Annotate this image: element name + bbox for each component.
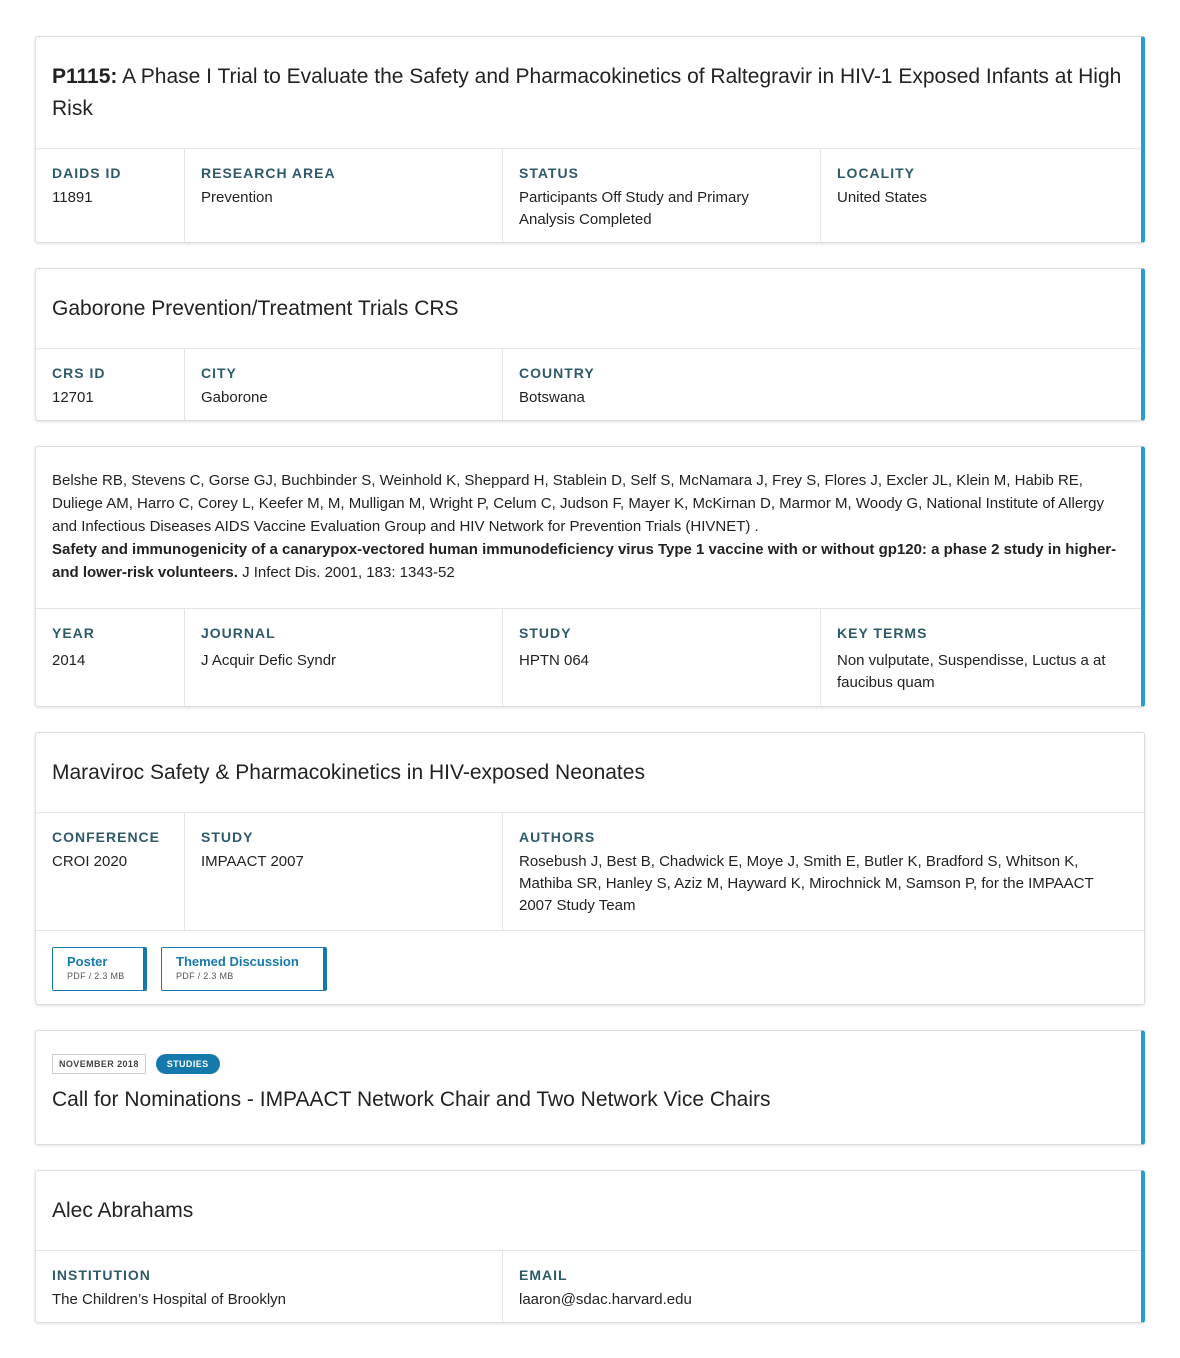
field-label: KEY TERMS (837, 625, 928, 641)
field-value: United States (837, 189, 928, 206)
field-label: YEAR (52, 625, 95, 641)
field-label: INSTITUTION (52, 1267, 151, 1283)
field-label: CITY (201, 365, 237, 381)
poster-download-button[interactable] (52, 947, 147, 991)
field-value: Rosebush J, Best B, Chadwick E, Moye J, Smith E, Butler K, Bradford S, Whitson K, Mathiba SR, Hanley S, Aziz M, Hayward K, Mirochnick M, Samson P, for the IMPAACT 2007 Study Team (519, 853, 1094, 914)
publication-citation (36, 447, 1141, 609)
field-label: STATUS (519, 165, 579, 181)
news-category-badge[interactable]: STUDIES (156, 1054, 220, 1074)
field-city (185, 349, 503, 421)
field-study (503, 609, 821, 707)
field-country (503, 349, 1141, 421)
field-label: STUDY (201, 829, 254, 845)
publication-title[interactable]: Safety and immunogenicity of a canarypox-vectored human immunodeficiency virus Type 1 vaccine with or without gp120: a phase 2 study in higher- and lower-risk volunteers. (52, 541, 1117, 581)
field-research-area (185, 149, 503, 243)
downloads (36, 930, 1144, 1005)
field-value: IMPAACT 2007 (201, 853, 304, 870)
site-title[interactable]: Gaborone Prevention/Treatment Trials CRS (52, 296, 459, 320)
field-label: CONFERENCE (52, 829, 161, 845)
field-label: EMAIL (519, 1267, 568, 1283)
trial-header (36, 37, 1141, 149)
publication-fields (36, 609, 1141, 707)
field-label: JOURNAL (201, 625, 276, 641)
field-value: HPTN 064 (519, 652, 590, 669)
field-label: COUNTRY (519, 365, 595, 381)
field-study (185, 813, 503, 930)
presentation-card[interactable] (35, 732, 1145, 1005)
field-value: 11891 (52, 189, 93, 206)
trial-title[interactable] (52, 61, 1125, 125)
trial-card[interactable] (35, 36, 1145, 243)
field-year (36, 609, 185, 707)
field-label: STUDY (519, 625, 572, 641)
field-value: 12701 (52, 389, 94, 406)
field-label: AUTHORS (519, 829, 596, 845)
field-value: Gaborone (201, 389, 268, 406)
download-title: Themed Discussion (176, 954, 299, 969)
person-card[interactable] (35, 1170, 1145, 1323)
field-label: CRS ID (52, 365, 106, 381)
field-value: 2014 (52, 652, 86, 669)
field-conference (36, 813, 185, 930)
field-value: Non vulputate, Suspendisse, Luctus a at faucibus quam (837, 652, 1106, 691)
download-meta: PDF / 2.3 MB (67, 971, 125, 981)
publication-authors: Belshe RB, Stevens C, Gorse GJ, Buchbinder S, Weinhold K, Sheppard H, Stablein D, Self S, McNamara J, Frey S, Flores J, Excler JL, Klein M, Habib RE, Duliege AM, Harro C, Corey L, Keefer M, M, Mulligan M, Wright P, Celum C, Judson F, Mayer K, McKirnan D, Marmor M, Woody G, National Institute of Allergy and Infectious Diseases AIDS Vaccine Evaluation Group and HIV Network for Prevention Trials (HIVNET) . (52, 472, 1105, 535)
news-tags (36, 1031, 1141, 1074)
field-crs-id (36, 349, 185, 421)
field-value: CROI 2020 (52, 853, 128, 870)
trial-code: P1115: (52, 64, 118, 88)
site-fields (36, 349, 1141, 421)
presentation-header (36, 733, 1144, 813)
news-card[interactable] (35, 1030, 1145, 1145)
field-key-terms (821, 609, 1141, 707)
person-header (36, 1171, 1141, 1251)
trial-fields (36, 149, 1141, 243)
publication-card[interactable] (35, 446, 1145, 707)
field-label: DAIDS ID (52, 165, 122, 181)
themed-discussion-download-button[interactable] (161, 947, 327, 991)
field-label: LOCALITY (837, 165, 915, 181)
person-name[interactable]: Alec Abrahams (52, 1198, 194, 1222)
field-value: Prevention (201, 189, 273, 206)
field-locality (821, 149, 1141, 243)
field-value: Botswana (519, 389, 585, 406)
site-header (36, 269, 1141, 349)
field-email (503, 1251, 1141, 1323)
download-title: Poster (67, 954, 108, 969)
field-value: Participants Off Study and Primary Analysis Completed (519, 189, 749, 228)
field-authors (503, 813, 1144, 930)
field-value: The Children’s Hospital of Brooklyn (52, 1291, 287, 1308)
field-status (503, 149, 821, 243)
field-journal (185, 609, 503, 707)
field-value: J Acquir Defic Syndr (201, 652, 337, 669)
person-fields (36, 1251, 1141, 1323)
field-label: RESEARCH AREA (201, 165, 336, 181)
trial-title-text: A Phase I Trial to Evaluate the Safety and Pharmacokinetics of Raltegravir in HIV-1 Exposed Infants at High Risk (52, 64, 1122, 120)
field-daids-id (36, 149, 185, 243)
news-title[interactable]: Call for Nominations - IMPAACT Network Chair and Two Network Vice Chairs (52, 1088, 771, 1111)
presentation-title[interactable]: Maraviroc Safety & Pharmacokinetics in HIV-exposed Neonates (52, 760, 645, 784)
download-meta: PDF / 2.3 MB (176, 971, 234, 981)
publication-source: J Infect Dis. 2001, 183: 1343-52 (242, 564, 455, 581)
site-card[interactable] (35, 268, 1145, 421)
email-link[interactable]: laaron@sdac.harvard.edu (519, 1291, 692, 1308)
news-date-badge: NOVEMBER 2018 (52, 1054, 146, 1074)
presentation-fields (36, 813, 1144, 930)
field-institution (36, 1251, 503, 1323)
